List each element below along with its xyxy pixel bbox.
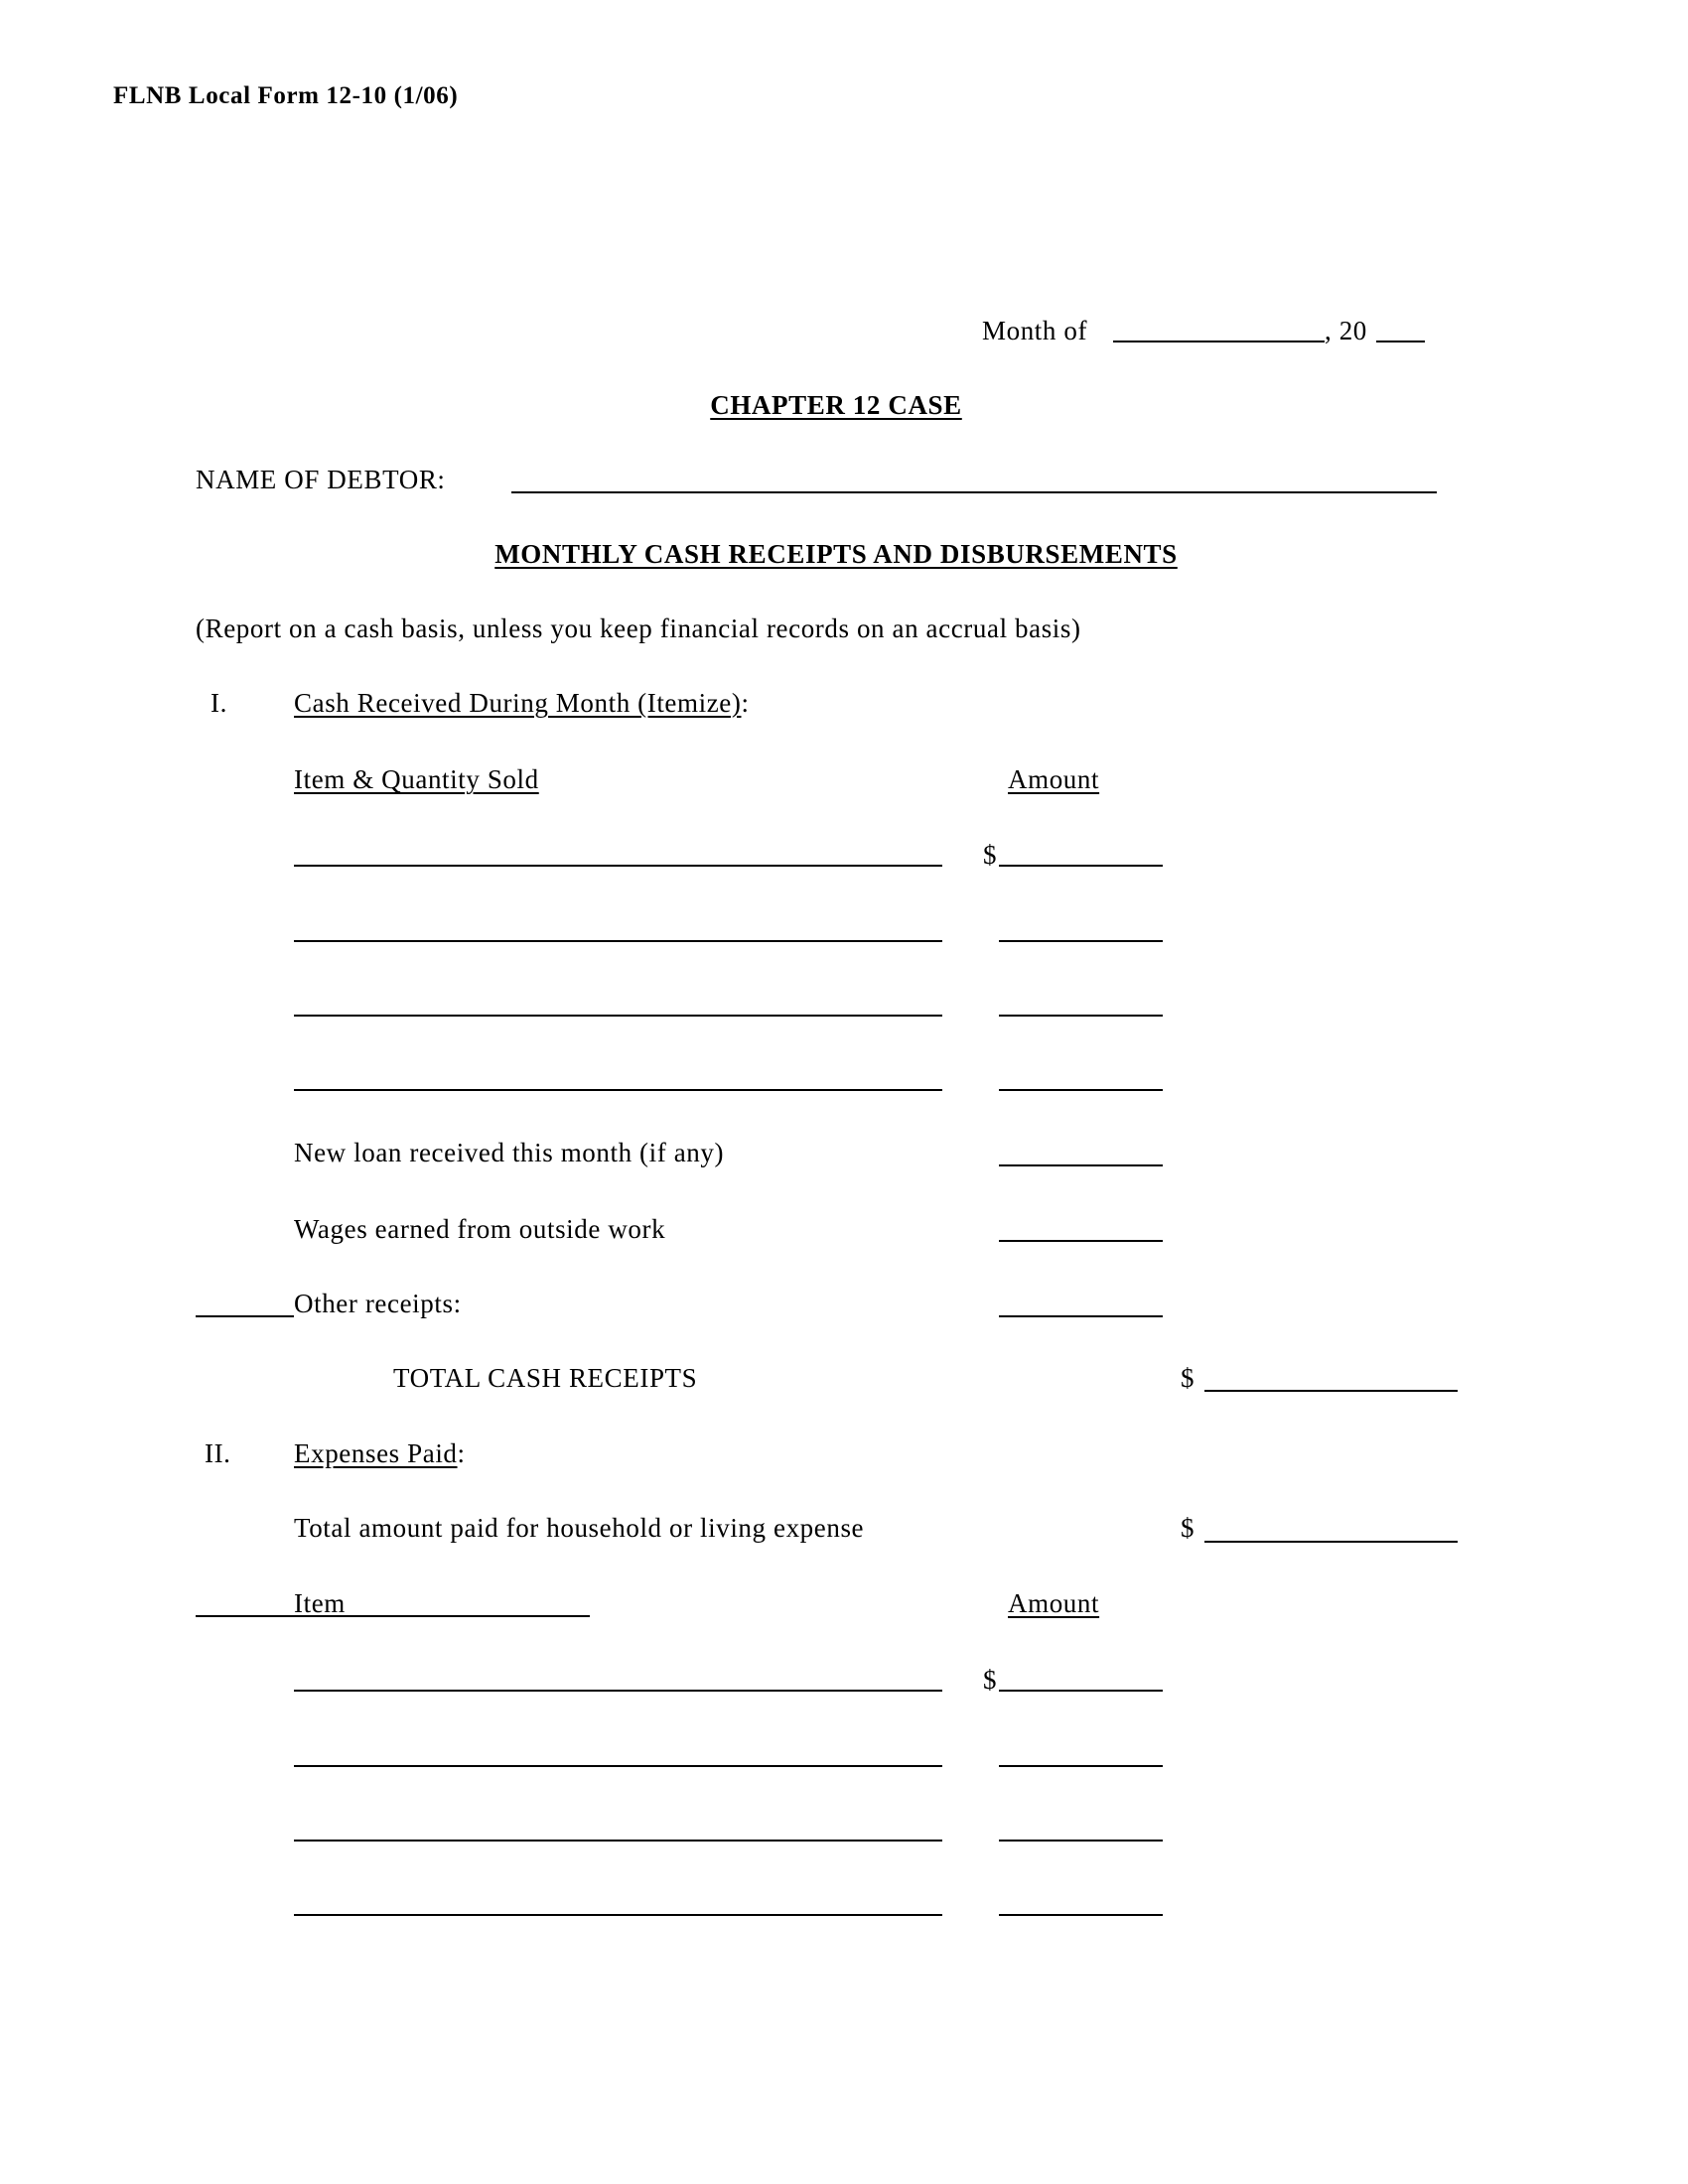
expense-amount-field[interactable] — [999, 1840, 1163, 1842]
section1-title: Cash Received During Month (Itemize) — [294, 688, 742, 718]
debtor-label: NAME OF DEBTOR: — [196, 465, 446, 494]
new-loan-field[interactable] — [999, 1164, 1163, 1166]
dollar-sign: $ — [983, 1665, 998, 1695]
month-label: Month of — [982, 316, 1088, 345]
expense-item-field[interactable] — [294, 1765, 942, 1767]
report-title: MONTHLY CASH RECEIPTS AND DISBURSEMENTS — [494, 539, 1178, 569]
item-header-underline — [196, 1615, 590, 1617]
receipt-item-field[interactable] — [294, 1089, 942, 1091]
receipt-amount-field[interactable] — [999, 1089, 1163, 1091]
expense-item-field[interactable] — [294, 1690, 942, 1692]
wages-label: Wages earned from outside work — [294, 1214, 666, 1244]
expense-amount-field[interactable] — [999, 1690, 1163, 1692]
other-receipts-label: Other receipts: — [294, 1289, 462, 1318]
section1-colon: : — [741, 688, 750, 718]
expense-item-field[interactable] — [294, 1840, 942, 1842]
new-loan-label: New loan received this month (if any) — [294, 1138, 725, 1167]
other-receipts-field[interactable] — [999, 1315, 1163, 1317]
section2-colon: : — [457, 1438, 466, 1468]
household-expense-label: Total amount paid for household or living expense — [294, 1513, 865, 1543]
chapter-title: CHAPTER 12 CASE — [710, 390, 962, 420]
dollar-sign: $ — [1181, 1513, 1196, 1543]
year-label: , 20 — [1325, 316, 1367, 345]
col-item-quantity: Item & Quantity Sold — [294, 764, 539, 794]
household-expense-field[interactable] — [1204, 1541, 1458, 1543]
receipt-amount-field[interactable] — [999, 940, 1163, 942]
receipt-amount-field[interactable] — [999, 865, 1163, 867]
other-receipts-check-field[interactable] — [196, 1315, 294, 1317]
section2-numeral: II. — [205, 1438, 231, 1468]
form-id: FLNB Local Form 12-10 (1/06) — [113, 82, 459, 109]
expense-amount-field[interactable] — [999, 1765, 1163, 1767]
dollar-sign: $ — [1181, 1363, 1196, 1393]
debtor-name-field[interactable] — [511, 491, 1437, 493]
expense-amount-field[interactable] — [999, 1914, 1163, 1916]
section1-numeral: I. — [211, 688, 227, 718]
total-receipts-label: TOTAL CASH RECEIPTS — [393, 1363, 698, 1393]
section2-title: Expenses Paid — [294, 1438, 458, 1468]
receipt-amount-field[interactable] — [999, 1015, 1163, 1017]
instructions: (Report on a cash basis, unless you keep financial records on an accrual basis) — [196, 614, 1081, 643]
receipt-item-field[interactable] — [294, 940, 942, 942]
wages-field[interactable] — [999, 1240, 1163, 1242]
year-field[interactable] — [1376, 341, 1425, 342]
col-item: Item — [294, 1588, 346, 1618]
expense-item-field[interactable] — [294, 1914, 942, 1916]
col-amount: Amount — [1008, 764, 1100, 794]
receipt-item-field[interactable] — [294, 1015, 942, 1017]
receipt-item-field[interactable] — [294, 865, 942, 867]
month-field[interactable] — [1113, 341, 1325, 342]
dollar-sign: $ — [983, 840, 998, 870]
col-amount: Amount — [1008, 1588, 1100, 1618]
total-receipts-field[interactable] — [1204, 1390, 1458, 1392]
